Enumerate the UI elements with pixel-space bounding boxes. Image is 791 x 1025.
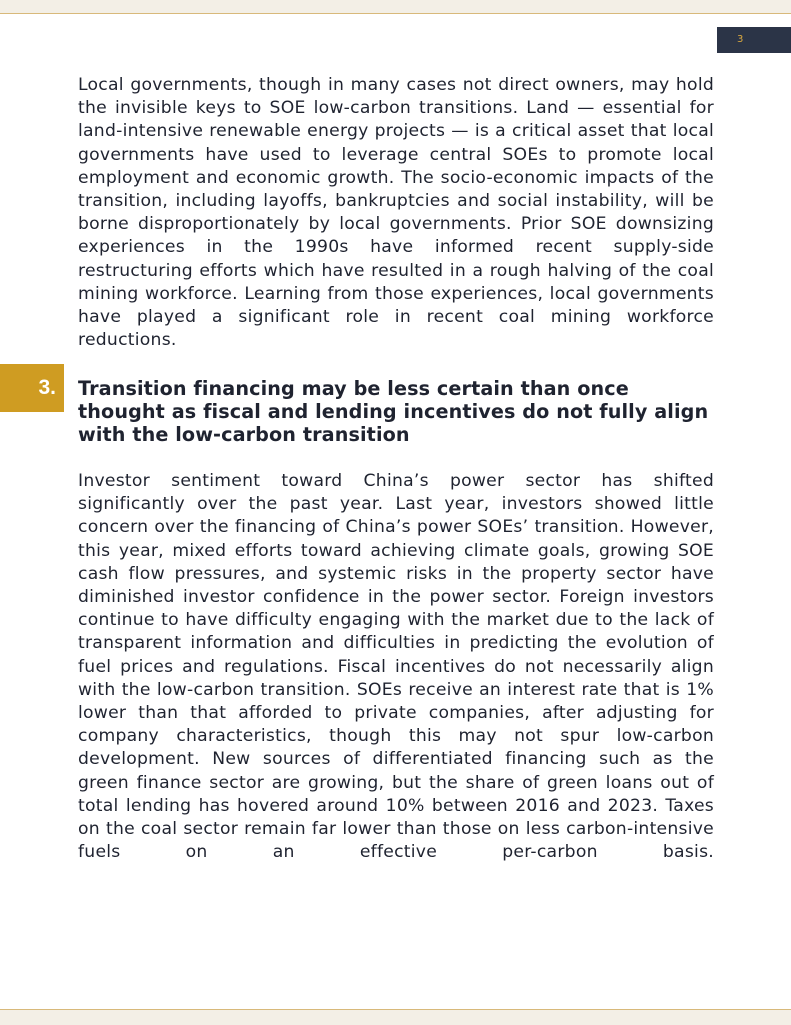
body-paragraph-1: Local governments, though in many cases not direct owners, may hold the invisible keys to SOE low-carbon transitions. Land — essential for land-intensive renewable energy projects — is a critical asset that local governments have used to leverage central SOEs to promote local employment and economic growth. The socio-economic impacts of the transition, including layoffs, bankruptcies and social instability, will be borne disproportionately by local governments. Prior SOE downsizing experiences in the 1990s have informed recent supply-side restructuring efforts which have resulted in a rough halving of the coal mining workforce. Learning from those experiences, local governments have played a significant role in recent coal mining workforce reductions.: [78, 75, 714, 351]
page-number: 3: [737, 34, 744, 45]
page-number-badge: [717, 27, 791, 53]
section-number: 3.: [38, 376, 56, 399]
top-border-band: [0, 0, 791, 14]
body-paragraph-2: Investor sentiment toward China’s power sector has shifted significantly over the past year. Last year, investors showed little concern over the financing of China’s power SOEs’ transition. However, this year, mixed efforts toward achieving climate goals, growing SOE cash flow pressures, and systemic risks in the property sector have diminished investor confidence in the power sector. Foreign investors continue to have difficulty engaging with the market due to the lack of transparent information and difficulties in predicting the evolution of fuel prices and regulations. Fiscal incentives do not necessarily align with the low-carbon transition. SOEs receive an interest rate that is 1% lower than that afforded to private companies, after adjusting for company characteristics, though this may not spur low-carbon development. New sources of differentiated financing such as the green finance sector are growing, but the share of green loans out of total lending has hovered around 10% between 2016 and 2023. Taxes on the coal sector remain far lower than those on less carbon-intensive fuels on an effective per-carbon basis.: [78, 471, 714, 863]
bottom-border-band: [0, 1009, 791, 1025]
section-number-marker: [0, 364, 64, 412]
section-heading: Transition financing may be less certain than once thought as fiscal and lending incentives do not fully align with the low-carbon transition: [78, 377, 709, 447]
